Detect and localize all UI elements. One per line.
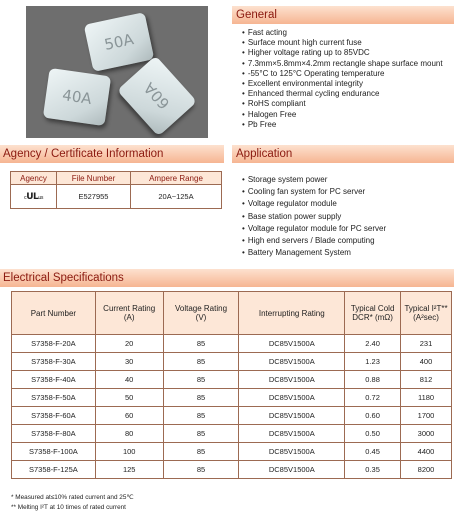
table-row (12, 371, 452, 389)
table-cell: 85 (163, 389, 239, 407)
list-item: • Cooling fan system for PC server (242, 186, 386, 198)
footnote-i2t: ** Melting I²T at 10 times of rated current (11, 504, 126, 511)
footnote-dcr: * Measured at≤10% rated current and 25℃ (11, 494, 134, 501)
application-list (242, 174, 386, 259)
table-cell: S7358-F-40A (12, 371, 96, 389)
application-header: Application (232, 145, 454, 163)
column-header: File Number (56, 172, 130, 185)
column-header: Interrupting Rating (239, 292, 345, 335)
table-cell: 400 (401, 353, 452, 371)
table-cell: 4400 (401, 443, 452, 461)
table-row (12, 461, 452, 479)
table-cell: 85 (163, 443, 239, 461)
table-cell: DC85V1500A (239, 335, 345, 353)
ul-certification-mark: cULus (11, 185, 57, 209)
table-cell: 0.60 (345, 407, 401, 425)
table-cell: S7358-F-20A (12, 335, 96, 353)
column-header: Ampere Range (130, 172, 221, 185)
list-item: • RoHS compliant (242, 99, 443, 109)
table-cell: 0.50 (345, 425, 401, 443)
fuse-60a: 60A (117, 56, 197, 137)
table-cell: 100 (95, 443, 163, 461)
table-cell: 1180 (401, 389, 452, 407)
list-item: • Voltage regulator module for PC server (242, 223, 386, 235)
table-row (12, 335, 452, 353)
list-item: • Storage system power (242, 174, 386, 186)
table-cell: 85 (163, 335, 239, 353)
table-row (12, 407, 452, 425)
table-row (12, 425, 452, 443)
list-item: • Higher voltage rating up to 85VDC (242, 48, 443, 58)
table-cell: S7358-F-100A (12, 443, 96, 461)
list-item: • Battery Management System (242, 247, 386, 259)
list-item: • Halogen Free (242, 110, 443, 120)
table-cell: 0.45 (345, 443, 401, 461)
table-cell: 40 (95, 371, 163, 389)
table-cell: DC85V1500A (239, 443, 345, 461)
list-item: • Fast acting (242, 28, 443, 38)
table-cell: S7358-F-80A (12, 425, 96, 443)
table-row (12, 443, 452, 461)
file-number: E527955 (56, 185, 130, 209)
column-header: Agency (11, 172, 57, 185)
table-cell: 85 (163, 461, 239, 479)
table-cell: 50 (95, 389, 163, 407)
general-header: General (232, 6, 454, 24)
table-cell: 1.23 (345, 353, 401, 371)
table-cell: DC85V1500A (239, 425, 345, 443)
column-header: Part Number (12, 292, 96, 335)
table-cell: 231 (401, 335, 452, 353)
column-header: Voltage Rating (V) (163, 292, 239, 335)
table-cell: DC85V1500A (239, 389, 345, 407)
agency-table (10, 171, 222, 209)
table-cell: DC85V1500A (239, 353, 345, 371)
table-cell: 1700 (401, 407, 452, 425)
column-header: Typical I²T** (A²sec) (401, 292, 452, 335)
table-cell: 0.88 (345, 371, 401, 389)
table-cell: S7358-F-30A (12, 353, 96, 371)
table-cell: 812 (401, 371, 452, 389)
table-cell: 30 (95, 353, 163, 371)
list-item: • Pb Free (242, 120, 443, 130)
table-cell: 3000 (401, 425, 452, 443)
table-cell: 8200 (401, 461, 452, 479)
agency-header: Agency / Certificate Information (0, 145, 224, 163)
list-item: • -55°C to 125°C Operating temperature (242, 69, 443, 79)
table-cell: 85 (163, 371, 239, 389)
list-item: • Enhanced thermal cycling endurance (242, 89, 443, 99)
list-item: • High end servers / Blade computing (242, 235, 386, 247)
table-row (12, 353, 452, 371)
list-item: • 7.3mm×5.8mm×4.2mm rectangle shape surface mount (242, 59, 443, 69)
table-cell: 60 (95, 407, 163, 425)
table-cell: 0.72 (345, 389, 401, 407)
table-cell: 2.40 (345, 335, 401, 353)
table-cell: 80 (95, 425, 163, 443)
fuse-40a: 40A (43, 68, 111, 126)
list-item: • Surface mount high current fuse (242, 38, 443, 48)
table-cell: 85 (163, 407, 239, 425)
table-cell: 125 (95, 461, 163, 479)
table-row (12, 389, 452, 407)
table-cell: S7358-F-60A (12, 407, 96, 425)
general-list (242, 28, 443, 130)
product-photo (26, 6, 208, 138)
list-item: • Voltage regulator module (242, 198, 386, 210)
table-cell: DC85V1500A (239, 371, 345, 389)
list-item: • Excellent environmental integrity (242, 79, 443, 89)
electrical-header: Electrical Specifications (0, 269, 454, 287)
electrical-spec-table (11, 291, 452, 479)
ampere-range: 20A~125A (130, 185, 221, 209)
column-header: Typical Cold DCR* (mΩ) (345, 292, 401, 335)
fuse-50a: 50A (84, 12, 155, 72)
table-cell: DC85V1500A (239, 407, 345, 425)
table-row (11, 185, 222, 209)
list-item: • Base station power supply (242, 211, 386, 223)
column-header: Current Rating (A) (95, 292, 163, 335)
table-cell: S7358-F-125A (12, 461, 96, 479)
table-cell: DC85V1500A (239, 461, 345, 479)
table-cell: 0.35 (345, 461, 401, 479)
table-cell: 20 (95, 335, 163, 353)
table-cell: 85 (163, 425, 239, 443)
table-cell: 85 (163, 353, 239, 371)
table-cell: S7358-F-50A (12, 389, 96, 407)
